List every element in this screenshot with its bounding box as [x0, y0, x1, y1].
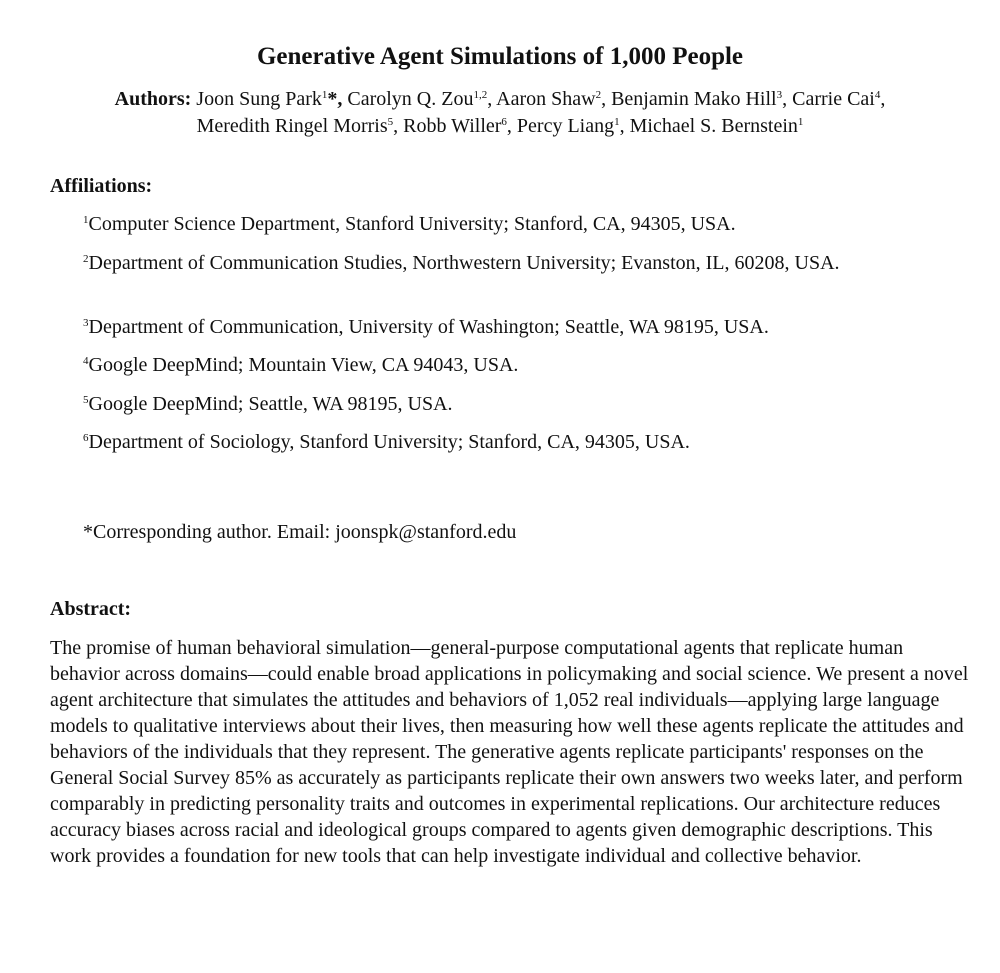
- author-name: Carolyn Q. Zou: [347, 88, 474, 110]
- author-suffix: ,: [782, 88, 793, 110]
- author-name: Carrie Cai: [792, 88, 875, 110]
- author-affiliation-marker: 1,2: [473, 89, 488, 101]
- affiliation-number: 1: [83, 214, 89, 226]
- author-suffix: ,: [880, 88, 886, 110]
- affiliation-item: [83, 391, 933, 417]
- author-name: Michael S. Bernstein: [629, 115, 798, 137]
- author-name: Meredith Ringel Morris: [196, 115, 388, 137]
- author-suffix: ,: [487, 88, 497, 110]
- authors-block: [40, 86, 960, 140]
- author-affiliation-marker: 5: [387, 116, 394, 128]
- affiliations-heading: Affiliations:: [50, 175, 153, 197]
- affiliation-number: 2: [83, 253, 89, 265]
- author-suffix: ,: [619, 115, 630, 137]
- author-suffix: *,: [327, 88, 348, 110]
- author-affiliation-marker: 3: [776, 89, 783, 101]
- affiliation-text: Google DeepMind; Mountain View, CA 94043, USA.: [88, 354, 519, 376]
- affiliation-number: 5: [83, 394, 89, 406]
- affiliation-item: [83, 314, 933, 340]
- affiliation-text: Department of Communication Studies, Northwestern University; Evanston, IL, 60208, USA.: [88, 252, 840, 274]
- affiliation-text: Google DeepMind; Seattle, WA 98195, USA.: [88, 393, 453, 415]
- affiliation-item: [83, 211, 933, 237]
- affiliation-number: 3: [83, 317, 89, 329]
- affiliation-text: Computer Science Department, Stanford University; Stanford, CA, 94305, USA.: [88, 213, 736, 235]
- author-affiliation-marker: 1: [614, 116, 620, 128]
- author-name: Aaron Shaw: [496, 88, 596, 110]
- affiliation-item: [83, 250, 933, 276]
- authors-line-2: [40, 113, 960, 140]
- author-suffix: ,: [601, 88, 612, 110]
- authors-line-1: [40, 86, 960, 113]
- author-name: Percy Liang: [516, 115, 615, 137]
- abstract-heading: Abstract:: [50, 598, 132, 620]
- paper-title: Generative Agent Simulations of 1,000 People: [256, 43, 744, 70]
- affiliation-text: Department of Communication, University of Washington; Seattle, WA 98195, USA.: [88, 316, 769, 338]
- affiliation-number: 6: [83, 432, 89, 444]
- authors-label: Authors:: [114, 88, 192, 110]
- affiliation-text: Department of Sociology, Stanford University; Stanford, CA, 94305, USA.: [88, 431, 690, 453]
- affiliation-number: 4: [83, 355, 89, 367]
- author-affiliation-marker: 6: [501, 116, 507, 128]
- author-suffix: ,: [393, 115, 404, 137]
- author-suffix: ,: [506, 115, 517, 137]
- affiliation-item: [83, 429, 933, 455]
- author-affiliation-marker: 1: [797, 116, 804, 128]
- affiliation-item: [83, 352, 933, 378]
- author-name: Benjamin Mako Hill: [611, 88, 777, 110]
- author-affiliation-marker: 2: [595, 89, 602, 101]
- author-affiliation-marker: 4: [874, 89, 881, 101]
- author-name: Joon Sung Park: [196, 88, 322, 110]
- author-name: Robb Willer: [403, 115, 502, 137]
- abstract-text: The promise of human behavioral simulation—general-purpose computational agents that replicate human behavior across domains—could enable broad applications in policymaking and social science. We present a novel agent architecture that simulates the attitudes and behaviors of 1,052 real individuals—applying large language models to qualitative interviews about their lives, then measuring how well these agents replicate the attitudes and behaviors of the individuals that they represent. The generative agents replicate participants' responses on the General Social Survey 85% as accurately as participants replicate their own answers two weeks later, and perform comparably in predicting personality traits and outcomes in experimental replications. Our architecture reduces accuracy biases across racial and ideological groups compared to agents given demographic descriptions. This work provides a foundation for new tools that can help investigate individual and collective behavior.: [50, 637, 969, 867]
- author-affiliation-marker: 1: [321, 89, 328, 101]
- corresponding-author: *Corresponding author. Email: joonspk@stanford.edu: [83, 521, 517, 543]
